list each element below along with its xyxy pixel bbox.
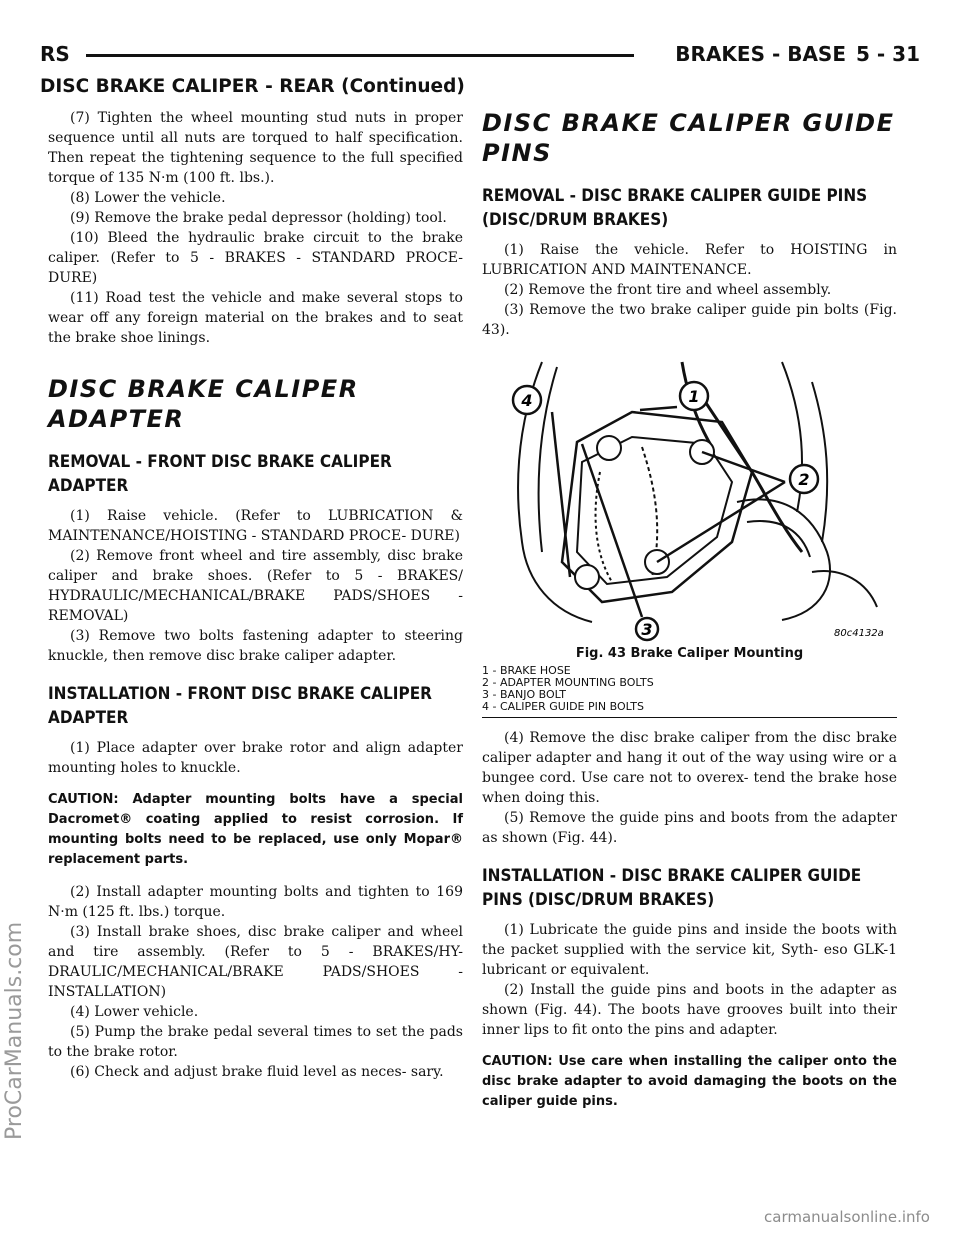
paragraph: (8) Lower the vehicle.: [70, 190, 226, 206]
paragraph: (5) Pump the brake pedal several times to set the pads to the brake rotor.: [48, 1024, 463, 1060]
subsection-title-guide-installation: INSTALLATION - DISC BRAKE CALIPER GUIDE PINS (DISC/DRUM BRAKES): [482, 866, 862, 910]
legend-item: 4 - CALIPER GUIDE PIN BOLTS: [482, 700, 644, 713]
paragraph: (11) Road test the vehicle and make several stops to wear off any foreign material on the brakes and to seat the brake shoe linings.: [48, 290, 463, 346]
paragraph: (2) Install the guide pins and boots in the adapter as shown (Fig. 44). The boots have grooves built into their inner lips to fit onto the pins and adapter.: [482, 982, 897, 1038]
paragraph: (1) Raise vehicle. (Refer to LUBRICATION & MAINTENANCE/HOISTING - STANDARD PROCE- DURE): [48, 508, 463, 544]
paragraph: (2) Install adapter mounting bolts and tighten to 169 N·m (125 ft. lbs.) torque.: [48, 884, 463, 920]
paragraph: (2) Remove the front tire and wheel assembly.: [504, 282, 832, 298]
paragraph: (1) Raise the vehicle. Refer to HOISTING in LUBRICATION AND MAINTENANCE.: [482, 242, 897, 278]
caution-note: CAUTION: Use care when installing the caliper onto the disc brake adapter to avoid damaging the boots on the caliper guide pins.: [482, 1054, 897, 1109]
paragraph: (5) Remove the guide pins and boots from the adapter as shown (Fig. 44).: [482, 810, 897, 846]
section-title-adapter: DISC BRAKE CALIPER ADAPTER: [48, 375, 359, 433]
figure-code: 80c4132a: [834, 628, 884, 639]
legend-item: 1 - BRAKE HOSE: [482, 664, 571, 677]
subsection-title-guide-removal: REMOVAL - DISC BRAKE CALIPER GUIDE PINS (DISC/DRUM BRAKES): [482, 186, 868, 230]
page-number: 5 - 31: [856, 42, 920, 66]
header-code: RS: [40, 42, 70, 66]
paragraph: (10) Bleed the hydraulic brake circuit to the brake caliper. (Refer to 5 - BRAKES - STANDARD PROCE- DURE): [48, 230, 463, 286]
figure-title: Fig. 43 Brake Caliper Mounting: [575, 646, 804, 661]
right-column: [482, 108, 897, 1112]
paragraph: (3) Install brake shoes, disc brake caliper and wheel and tire assembly. (Refer to 5 - BRAKES/HY- DRAULIC/MECHANICAL/BRAKE PADS/SHOES - INSTALLATION): [48, 924, 463, 1000]
left-column: [48, 108, 463, 1082]
paragraph: (4) Lower vehicle.: [70, 1004, 199, 1020]
paragraph: (3) Remove two bolts fastening adapter to steering knuckle, then remove disc brake caliper adapter.: [48, 628, 463, 664]
section-title-guide-pins: DISC BRAKE CALIPER GUIDE PINS: [482, 109, 895, 167]
caution-note: CAUTION: Adapter mounting bolts have a special Dacromet® coating applied to resist corrosion. If mounting bolts need to be replaced, use only Mopar® replacement parts.: [48, 792, 463, 867]
figure-43: [482, 352, 897, 718]
paragraph: (1) Place adapter over brake rotor and align adapter mounting holes to knuckle.: [48, 740, 463, 776]
callout-2: 2: [798, 470, 810, 489]
watermark: ProCarManuals.com: [2, 921, 27, 1140]
callout-3: 3: [641, 620, 653, 639]
callout-4: 4: [521, 391, 533, 410]
callout-1: 1: [688, 387, 700, 406]
paragraph: (1) Lubricate the guide pins and inside the boots with the packet supplied with the service kit, Syth- eso GLK-1 lubricant or equivalent.: [482, 922, 897, 978]
subsection-title-installation: INSTALLATION - FRONT DISC BRAKE CALIPER ADAPTER: [48, 684, 432, 728]
figure-rule: [482, 717, 897, 718]
paragraph: (6) Check and adjust brake fluid level as neces- sary.: [70, 1064, 444, 1080]
paragraph: (7) Tighten the wheel mounting stud nuts in proper sequence until all nuts are torqued to half specification. Then repeat the tightening sequence to the full specified torque of 135 N·m (100 ft. lbs.).: [48, 110, 463, 186]
page-header: [40, 40, 920, 74]
footer-watermark: carmanualsonline.info: [764, 1208, 930, 1226]
continued-title: DISC BRAKE CALIPER - REAR (Continued): [40, 76, 465, 97]
paragraph: (4) Remove the disc brake caliper from the disc brake caliper adapter and hang it out of the way using wire or a bungee cord. Use care not to overex- tend the brake hose when doing this.: [482, 730, 897, 806]
figure-legend: [482, 665, 897, 713]
brake-caliper-illustration: [482, 352, 897, 642]
paragraph: (3) Remove the two brake caliper guide pin bolts (Fig. 43).: [482, 302, 897, 338]
paragraph: (2) Remove front wheel and tire assembly, disc brake caliper and brake shoes. (Refer to 5 - BRAKES/ HYDRAULIC/MECHANICAL/BRAKE PADS/SHOES - REMOVAL): [48, 548, 463, 624]
legend-item: 2 - ADAPTER MOUNTING BOLTS: [482, 676, 654, 689]
legend-item: 3 - BANJO BOLT: [482, 688, 567, 701]
paragraph: (9) Remove the brake pedal depressor (holding) tool.: [70, 210, 447, 226]
header-section: BRAKES - BASE: [675, 42, 846, 66]
header-rule: [86, 54, 634, 57]
subsection-title-removal: REMOVAL - FRONT DISC BRAKE CALIPER ADAPTER: [48, 452, 392, 496]
